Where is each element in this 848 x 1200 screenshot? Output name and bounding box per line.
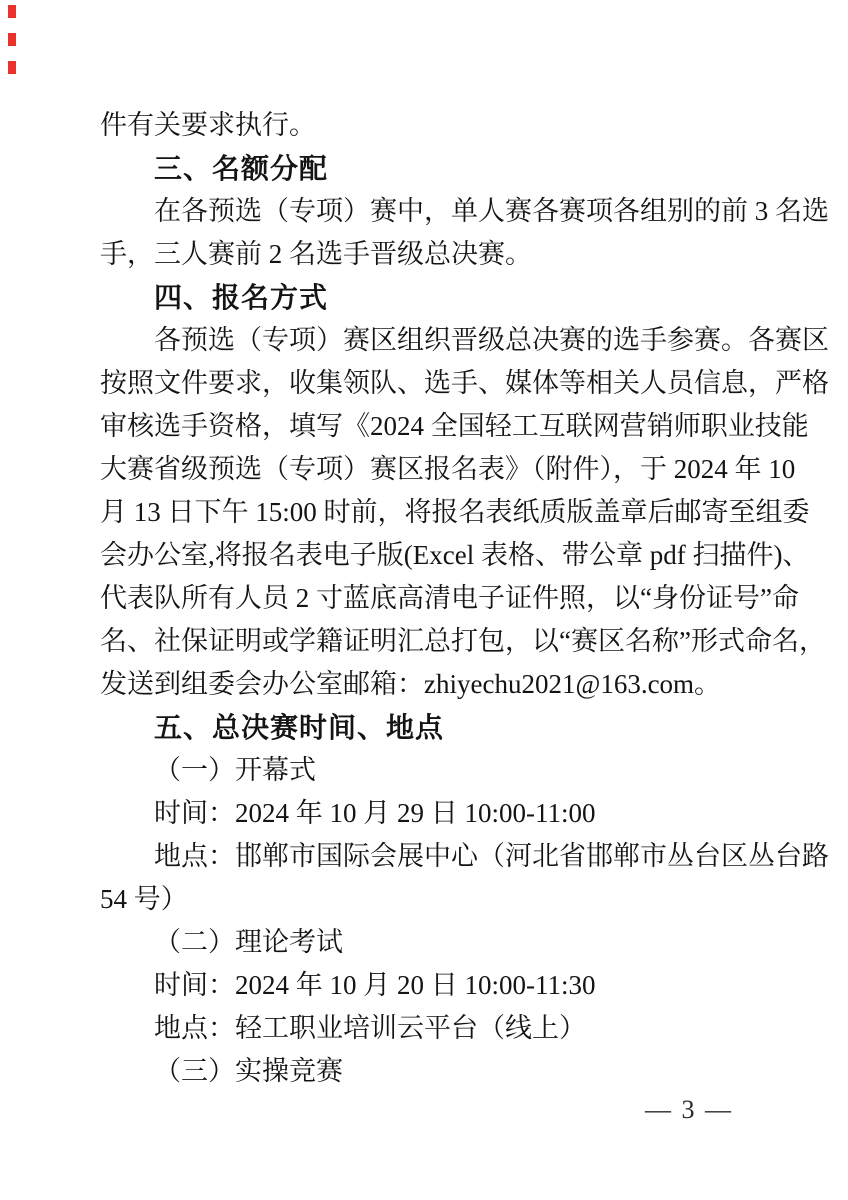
line-time-theory: 时间：2024 年 10 月 20 日 10:00-11:30 xyxy=(154,970,596,1000)
line-location-opening: 地点：邯郸市国际会展中心（河北省邯郸市丛台区丛台路 xyxy=(154,841,829,871)
line-location-opening-cont: 54 号） xyxy=(100,884,188,914)
body-line: 手，三人赛前 2 名选手晋级总决赛。 xyxy=(100,239,532,269)
subheading-practical-competition: （三）实操竞赛 xyxy=(154,1056,343,1086)
line-location-theory: 地点：轻工职业培训云平台（线上） xyxy=(154,1013,586,1043)
red-edge-mark xyxy=(8,61,16,74)
body-line: 大赛省级预选（专项）赛区报名表》（附件），于 2024 年 10 xyxy=(100,454,796,484)
body-line: 月 13 日下午 15:00 时前，将报名表纸质版盖章后邮寄至组委 xyxy=(100,497,810,527)
red-edge-mark xyxy=(8,5,16,18)
page-number: — 3 — xyxy=(645,1095,733,1124)
body-line: 件有关要求执行。 xyxy=(100,110,316,140)
heading-registration-method: 四、报名方式 xyxy=(154,282,329,313)
body-line: 代表队所有人员 2 寸蓝底高清电子证件照，以“身份证号”命 xyxy=(100,583,799,613)
body-line: 审核选手资格，填写《2024 全国轻工互联网营销师职业技能 xyxy=(100,411,809,441)
body-line: 名、社保证明或学籍证明汇总打包，以“赛区名称”形式命名， xyxy=(100,626,826,656)
subheading-theory-exam: （二）理论考试 xyxy=(154,927,343,957)
body-line: 会办公室,将报名表电子版(Excel 表格、带公章 pdf 扫描件)、 xyxy=(100,540,810,570)
heading-quota-allocation: 三、名额分配 xyxy=(154,153,329,184)
subheading-opening-ceremony: （一）开幕式 xyxy=(154,755,316,785)
body-line: 在各预选（专项）赛中，单人赛各赛项各组别的前 3 名选 xyxy=(154,196,829,226)
red-edge-mark xyxy=(8,33,16,46)
line-time-opening: 时间：2024 年 10 月 29 日 10:00-11:00 xyxy=(154,798,596,828)
body-line-email: 发送到组委会办公室邮箱：zhiyechu2021@163.com。 xyxy=(100,669,722,699)
body-line: 各预选（专项）赛区组织晋级总决赛的选手参赛。各赛区 xyxy=(154,325,829,355)
heading-finals-time-location: 五、总决赛时间、地点 xyxy=(154,712,445,743)
body-line: 按照文件要求，收集领队、选手、媒体等相关人员信息，严格 xyxy=(100,368,829,398)
document-body xyxy=(100,104,829,1093)
